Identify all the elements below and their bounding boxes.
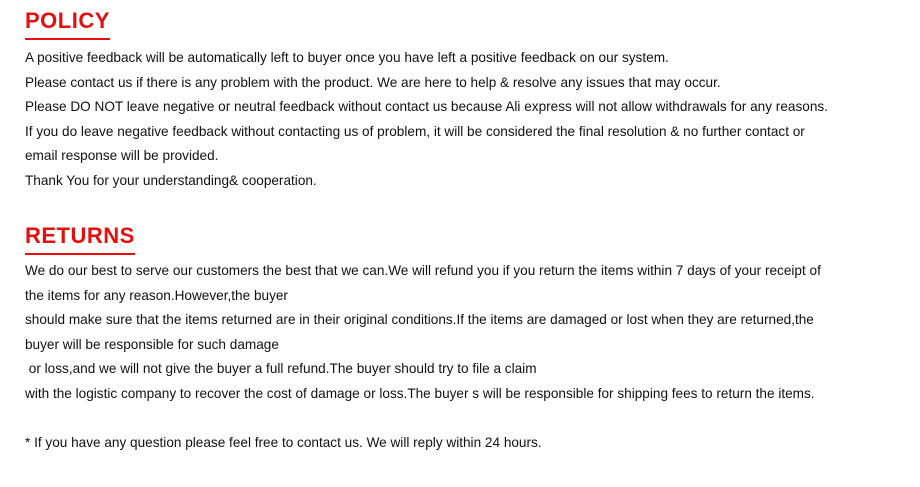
returns-heading-text: RETURNS [25, 223, 135, 248]
policy-line: email response will be provided. [25, 148, 219, 164]
returns-line: or loss,and we will not give the buyer a full refund.The buyer should try to file a claim [25, 361, 537, 377]
returns-line: should make sure that the items returned are in their original conditions.If the items are damaged or lost when they are returned,the [25, 312, 814, 328]
returns-body [25, 259, 821, 407]
returns-line: buyer will be responsible for such damage [25, 336, 279, 352]
policy-line: If you do leave negative feedback without contacting us of problem, it will be considered the final resolution & no further contact or [25, 123, 805, 139]
policy-line: Please contact us if there is any problem with the product. We are here to help & resolve any issues that may occur. [25, 74, 721, 90]
returns-line: the items for any reason.However,the buyer [25, 287, 288, 303]
policy-heading [25, 8, 110, 34]
returns-line: with the logistic company to recover the cost of damage or loss.The buyer s will be responsible for shipping fees to return the items. [25, 385, 815, 401]
contact-note: * If you have any question please feel free to contact us. We will reply within 24 hours. [25, 435, 542, 450]
policy-line: A positive feedback will be automatically left to buyer once you have left a positive feedback on our system. [25, 50, 669, 65]
policy-line: Please DO NOT leave negative or neutral feedback without contact us because Ali express will not allow withdrawals for any reasons. [25, 99, 828, 115]
returns-heading-underline [25, 253, 135, 255]
policy-heading-underline [25, 38, 110, 40]
returns-heading [25, 223, 135, 249]
returns-line: We do our best to serve our customers the best that we can.We will refund you if you return the items within 7 days of your receipt of [25, 263, 821, 278]
policy-line: Thank You for your understanding& cooperation. [25, 172, 317, 188]
policy-heading-text: POLICY [25, 8, 110, 33]
policy-body [25, 46, 828, 194]
